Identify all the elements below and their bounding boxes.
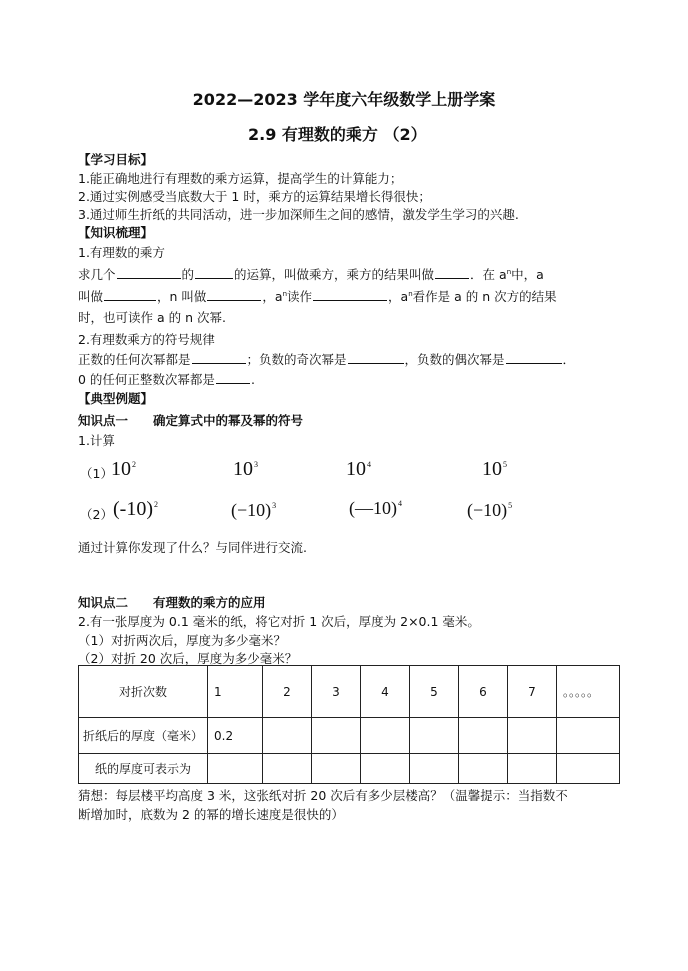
table-input-cell[interactable] — [361, 754, 410, 784]
answer-blank[interactable] — [117, 266, 181, 279]
power-expression: $10^5$ — [482, 458, 507, 480]
table-input-cell[interactable] — [557, 754, 620, 784]
lesson-title: 2.9 有理数的乘方 （2） — [248, 125, 427, 144]
table-input-cell[interactable] — [361, 718, 410, 754]
text-line: 通过计算你发现了什么？与同伴进行交流. — [78, 540, 307, 555]
goal-item: 3.通过师生折纸的共同活动，进一步加深师生之间的感情，激发学生学习的兴趣. — [78, 207, 519, 222]
power-expression: $10^2$ — [111, 458, 136, 480]
table-input-cell[interactable] — [459, 754, 508, 784]
fill-line: 叫做 ，n 叫做 ，$a^n$读作 ，$a^n$看作是 a 的 n 次方的结果 — [78, 289, 557, 304]
answer-blank[interactable] — [506, 351, 562, 364]
table-cell: 7 — [508, 666, 557, 718]
table-cell-dots: 。。。。。 — [557, 666, 620, 718]
table-input-cell[interactable] — [459, 718, 508, 754]
table-cell: 2 — [263, 666, 312, 718]
text-line: 猜想：每层楼平均高度 3 米，这张纸对折 20 次后有多少层楼高？（温馨提示：当指数不 — [78, 788, 568, 803]
table-input-cell[interactable] — [312, 754, 361, 784]
table-header-cell: 折纸后的厚度（毫米） — [79, 718, 208, 754]
answer-blank[interactable] — [192, 351, 246, 364]
table-input-cell[interactable] — [508, 718, 557, 754]
text-line: 时，也可读作 a 的 n 次幂. — [78, 310, 226, 325]
question-label: 1.计算 — [78, 433, 115, 448]
knowledge-point-title: 知识点二 有理数的乘方的应用 — [78, 595, 266, 610]
table-input-cell[interactable] — [263, 754, 312, 784]
knowledge-point-title: 知识点一 确定算式中的幂及幂的符号 — [78, 413, 304, 428]
page-title: 2022—2023 学年度六年级数学上册学案 — [192, 90, 496, 109]
review-heading: 【知识梳理】 — [78, 225, 154, 240]
section-title: 1.有理数的乘方 — [78, 245, 165, 260]
question-text: 2.有一张厚度为 0.1 毫米的纸，将它对折 1 次后，厚度为 2×0.1 毫米。 — [78, 614, 480, 629]
goal-item: 1.能正确地进行有理数的乘方运算，提高学生的计算能力； — [78, 171, 403, 186]
sub-question: （2）对折 20 次后，厚度为多少毫米？ — [78, 651, 298, 666]
answer-blank[interactable] — [104, 288, 156, 301]
power-expression: $10^4$ — [346, 458, 371, 480]
table-cell: 5 — [410, 666, 459, 718]
text-line: 断增加时，底数为 2 的幂的增长速度是很快的） — [78, 807, 344, 822]
power-expression: $10^3$ — [233, 458, 258, 480]
table-input-cell[interactable] — [263, 718, 312, 754]
table-cell: 3 — [312, 666, 361, 718]
table-cell: 0.2 — [208, 718, 263, 754]
answer-blank[interactable] — [195, 266, 233, 279]
fill-line: 求几个 的 的运算，叫做乘方，乘方的结果叫做 ．在 $a^n$中，a — [78, 267, 544, 282]
answer-blank[interactable] — [313, 288, 387, 301]
answer-blank[interactable] — [435, 266, 469, 279]
table-cell: 4 — [361, 666, 410, 718]
row-label: （1） — [80, 466, 113, 481]
answer-blank[interactable] — [216, 371, 250, 384]
row-label: （2） — [80, 507, 113, 522]
goal-item: 2.通过实例感受当底数大于 1 时，乘方的运算结果增长得很快； — [78, 189, 431, 204]
answer-blank[interactable] — [348, 351, 404, 364]
answer-blank[interactable] — [207, 288, 261, 301]
power-expression: (—10)$^4$ — [349, 498, 402, 518]
table-input-cell[interactable] — [312, 718, 361, 754]
folding-table — [78, 665, 620, 784]
table-input-cell[interactable] — [410, 718, 459, 754]
fill-line: 0 的任何正整数次幂都是 . — [78, 372, 255, 387]
power-expression: $(-10)^3$ — [231, 500, 277, 520]
examples-heading: 【典型例题】 — [78, 391, 154, 406]
power-expression: $(-10)^2$ — [113, 498, 158, 520]
table-input-cell[interactable] — [410, 754, 459, 784]
power-expression: $(-10)^5$ — [467, 500, 513, 520]
goals-heading: 【学习目标】 — [78, 152, 154, 167]
table-cell: 6 — [459, 666, 508, 718]
table-input-cell[interactable] — [208, 754, 263, 784]
table-input-cell[interactable] — [508, 754, 557, 784]
fill-line: 正数的任何次幂都是 ；负数的奇次幂是 ，负数的偶次幂是 ． — [78, 352, 576, 367]
table-cell: 1 — [208, 666, 263, 718]
sub-question: （1）对折两次后，厚度为多少毫米？ — [78, 633, 286, 648]
table-header-cell: 对折次数 — [79, 666, 208, 718]
table-header-cell: 纸的厚度可表示为 — [79, 754, 208, 784]
table-input-cell[interactable] — [557, 718, 620, 754]
section-title: 2.有理数乘方的符号规律 — [78, 332, 215, 347]
